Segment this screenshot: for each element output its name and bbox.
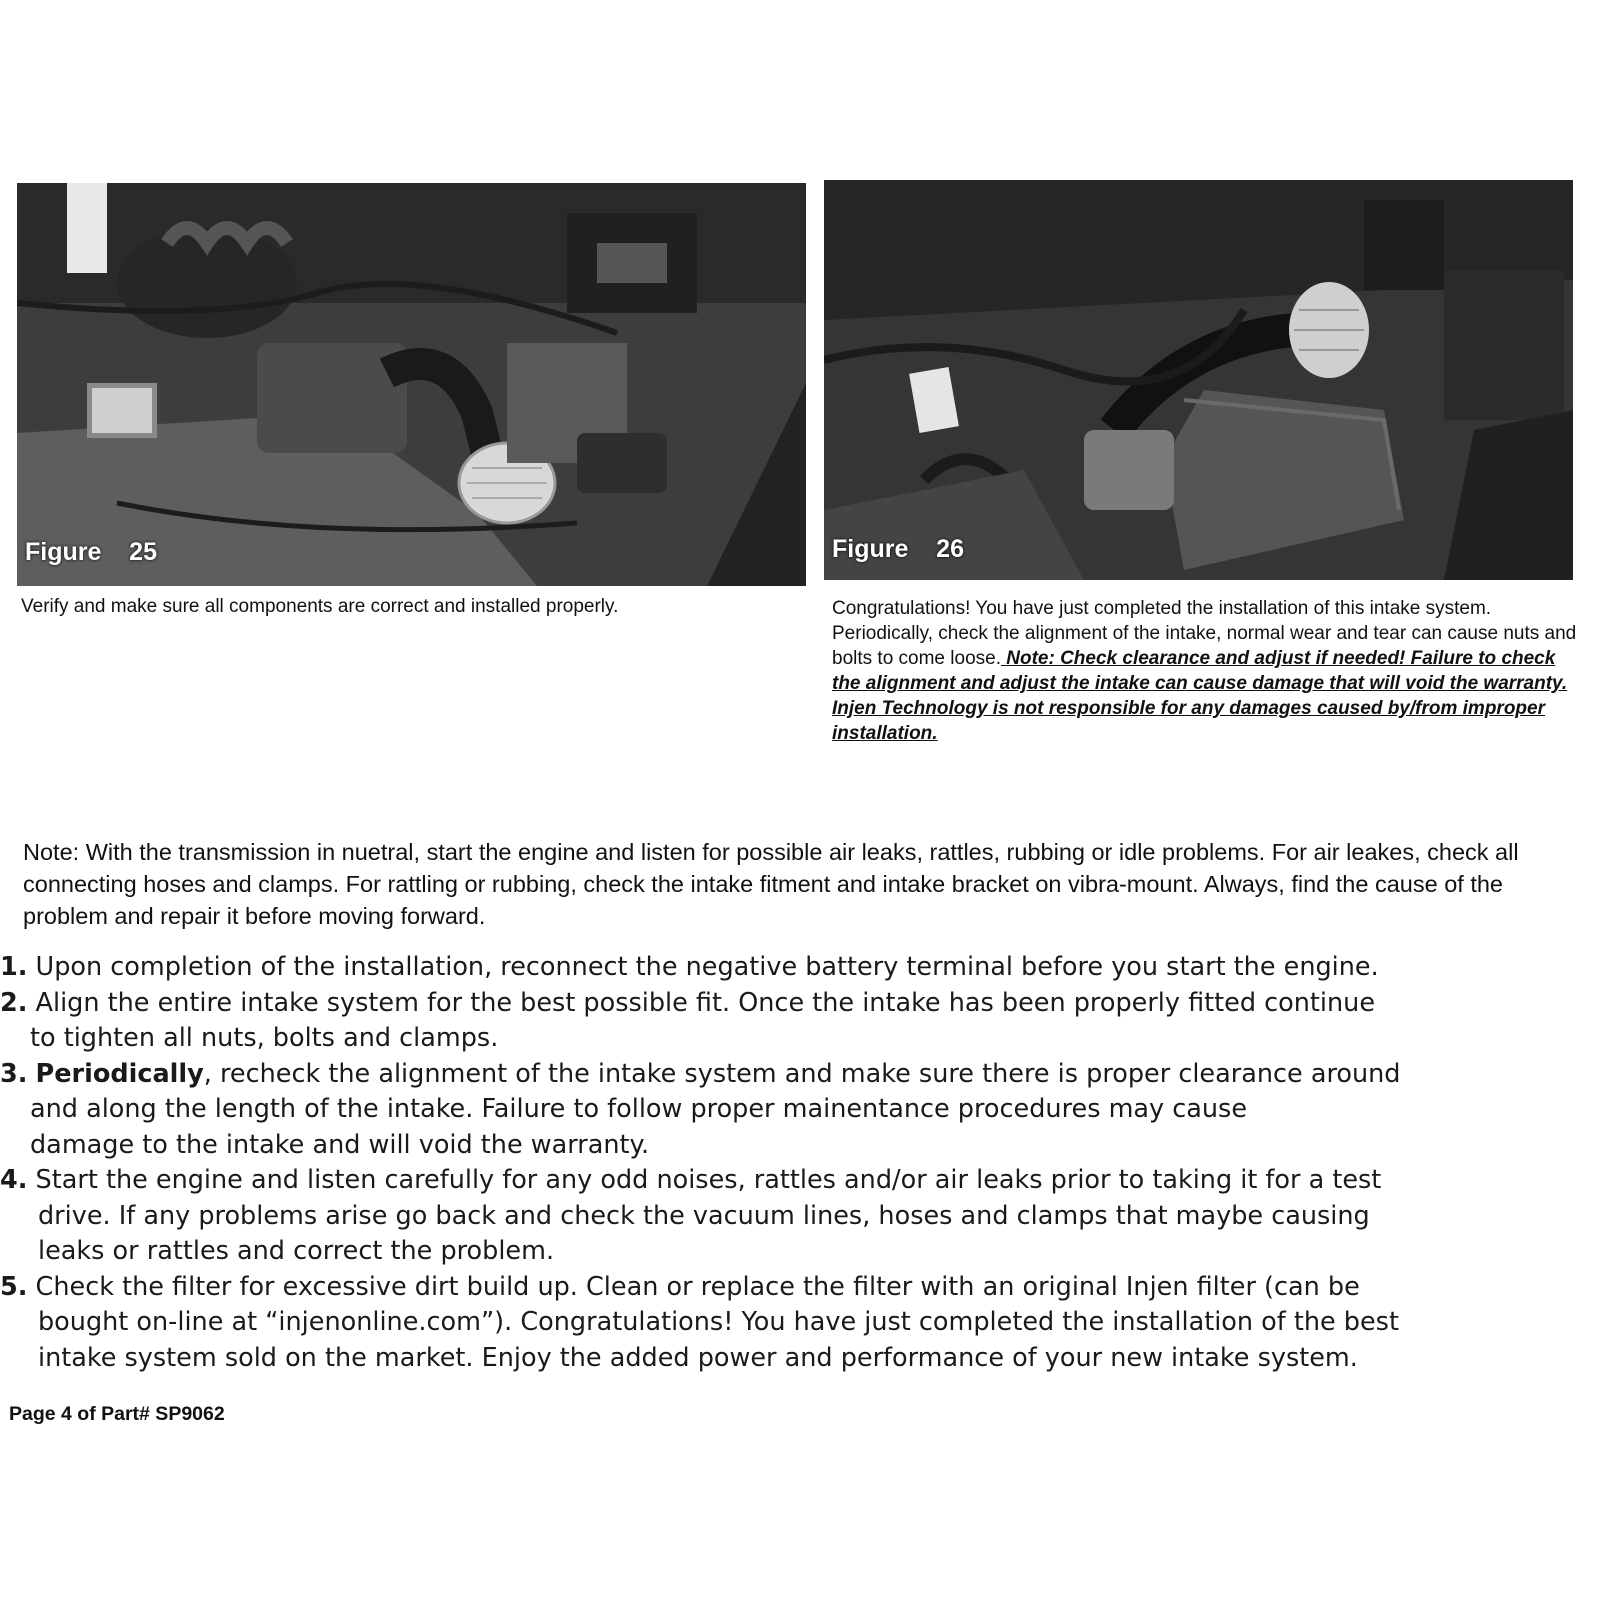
step-text: , recheck the alignment of the intake system and make sure there is proper clearance around — [203, 1058, 1401, 1089]
step-text: bought on-line at “injenonline.com”). Congratulations! You have just completed the installation of the best — [38, 1307, 1399, 1337]
figure-25-caption-text: Verify and make sure all components are correct and installed properly. — [21, 596, 619, 617]
figure-25-caption — [21, 594, 781, 619]
step-text: Check the filter for excessive dirt build up. Clean or replace the filter with an original Injen filter (can be — [35, 1271, 1360, 1302]
engine-bay-image — [17, 183, 806, 586]
step-number: 1. — [0, 952, 28, 982]
figure-26-caption-text: Congratulations! You have just completed the installation of this intake system. Periodically, check the alignment of the intake, normal wear and tear can cause nuts and bolts to come loose. — [832, 598, 1577, 669]
step-text: Align the entire intake system for the best possible fit. Once the intake has been properly fitted continue — [35, 987, 1376, 1018]
figure-26-caption — [832, 596, 1577, 746]
step-text: leaks or rattles and correct the problem. — [38, 1236, 555, 1266]
figure-25-label: Figure 25 — [25, 538, 157, 566]
figure-26-label: Figure 26 — [832, 535, 964, 563]
engine-bay-image — [824, 180, 1573, 580]
step-text: Upon completion of the installation, reconnect the negative battery terminal before you start the engine. — [35, 952, 1379, 982]
step-number: 5. — [0, 1271, 28, 1302]
step-5 — [0, 1270, 1600, 1377]
step-1 — [0, 950, 1600, 986]
step-number: 4. — [0, 1165, 28, 1195]
step-number: 3. — [0, 1058, 28, 1089]
step-text: and along the length of the intake. Failure to follow proper mainentance procedures may cause — [30, 1094, 1248, 1124]
figure-25-photo — [17, 183, 806, 586]
warranty-warning: Note: Check clearance and adjust if needed! Failure to check the alignment and adjust the intake can cause damage that will void the warranty. Injen Technology is not responsible for any damages caused by/from improper installation. — [832, 648, 1568, 744]
step-text: damage to the intake and will void the warranty. — [30, 1129, 650, 1160]
instruction-steps — [0, 950, 1600, 1376]
page-footer: Page 4 of Part# SP9062 — [9, 1403, 225, 1425]
step-text: intake system sold on the market. Enjoy the added power and performance of your new intake system. — [38, 1342, 1358, 1373]
step-2 — [0, 986, 1600, 1057]
figure-26-photo — [824, 180, 1573, 580]
step-text: Start the engine and listen carefully for any odd noises, rattles and/or air leaks prior to taking it for a test — [35, 1165, 1382, 1195]
step-text: to tighten all nuts, bolts and clamps. — [30, 1023, 499, 1053]
note-paragraph: Note: With the transmission in nuetral, start the engine and listen for possible air leaks, rattles, rubbing or idle problems. For air leakes, check all connecting hoses and clamps. For rattling or rubbing, check the intake fitment and intake bracket on vibra-mount. Always, find the cause of the problem and repair it before moving forward. — [23, 839, 1519, 929]
step-3 — [0, 1057, 1600, 1164]
step-emphasis: Periodically — [35, 1058, 204, 1089]
step-4 — [0, 1163, 1600, 1270]
step-text: drive. If any problems arise go back and check the vacuum lines, hoses and clamps that maybe causing — [38, 1200, 1370, 1231]
step-number: 2. — [0, 987, 28, 1018]
